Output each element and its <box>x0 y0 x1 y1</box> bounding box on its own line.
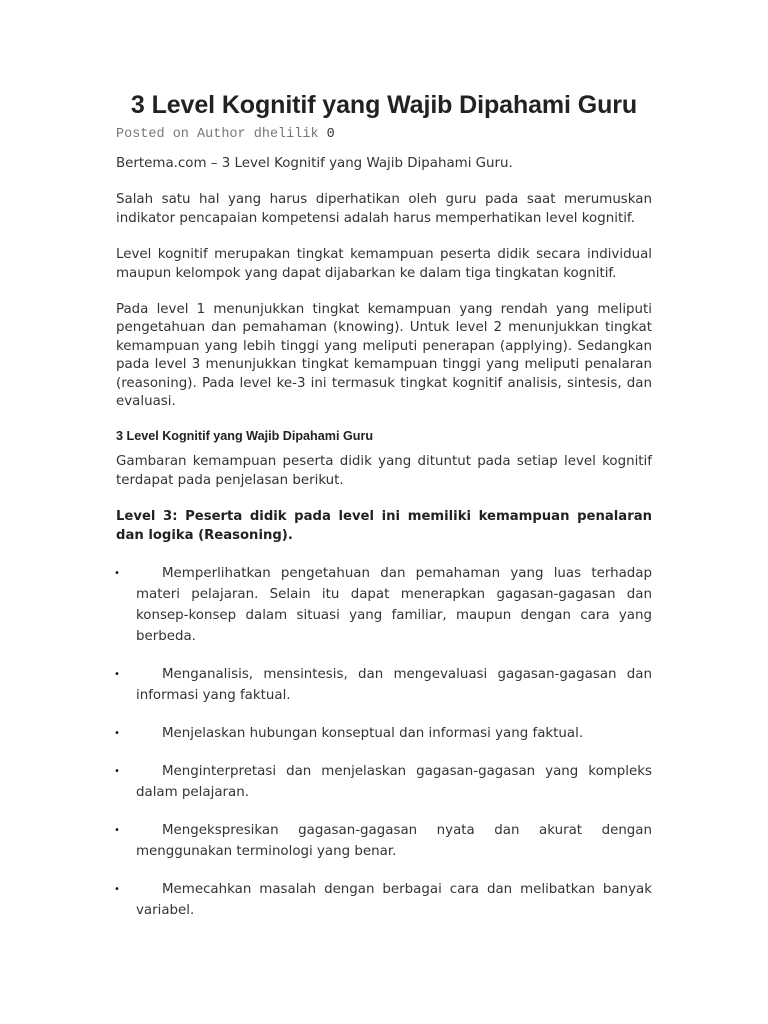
bullet-icon: • <box>114 825 120 837</box>
bullet-icon: • <box>114 728 120 740</box>
list-item <box>116 723 652 744</box>
list-item <box>116 563 652 647</box>
paragraph: Level kognitif merupakan tingkat kemampuan peserta didik secara individual maupun kelompok yang dapat dijabarkan ke dalam tiga tingkatan kognitif. <box>116 247 652 281</box>
list-item-text: Memecahkan masalah dengan berbagai cara dan melibatkan banyak variabel. <box>136 882 652 919</box>
article-title: 3 Level Kognitif yang Wajib Dipahami Guru <box>130 91 638 119</box>
bullet-icon: • <box>114 568 120 580</box>
intro-paragraph: Bertema.com – 3 Level Kognitif yang Wajib Dipahami Guru. <box>116 156 513 171</box>
paragraph: Salah satu hal yang harus diperhatikan oleh guru pada saat merumuskan indikator pencapaian kompetensi adalah harus memperhatikan level kognitif. <box>116 192 652 226</box>
post-meta <box>116 126 652 144</box>
list-item-text: Menjelaskan hubungan konseptual dan informasi yang faktual. <box>162 726 584 742</box>
list-item-text: Memperlihatkan pengetahuan dan pemahaman yang luas terhadap materi pelajaran. Selain itu dapat menerapkan gagasan-gagasan dan konsep-konsep dalam situasi yang familiar, maupun dengan cara yang berbeda. <box>136 566 652 645</box>
list-item-text: Menginterpretasi dan menjelaskan gagasan-gagasan yang kompleks dalam pelajaran. <box>136 764 652 801</box>
comment-count[interactable]: 0 <box>326 127 335 142</box>
list-item <box>116 761 652 803</box>
article <box>116 86 652 938</box>
list-item <box>116 820 652 862</box>
paragraph: Pada level 1 menunjukkan tingkat kemampuan yang rendah yang meliputi pengetahuan dan pemahaman (knowing). Untuk level 2 menunjukkan tingkat kemampuan yang lebih tinggi yang meliputi penerapan (applying). Sedangkan pada level 3 menunjukkan tingkat kemampuan tinggi yang meliputi penalaran (reasoning). Pada level ke-3 ini termasuk tingkat kognitif analisis, sintesis, dan evaluasi. <box>116 302 652 410</box>
bullet-icon: • <box>114 766 120 778</box>
list-item <box>116 664 652 706</box>
section-subheading: 3 Level Kognitif yang Wajib Dipahami Guru <box>116 429 374 444</box>
bullet-icon: • <box>114 884 120 896</box>
list-item-text: Menganalisis, mensintesis, dan mengevaluasi gagasan-gagasan dan informasi yang faktual. <box>136 667 652 704</box>
level-3-list <box>116 563 652 921</box>
author-label: Author <box>197 127 246 142</box>
bullet-icon: • <box>114 669 120 681</box>
posted-on-label: Posted on <box>116 127 189 142</box>
list-item <box>116 879 652 921</box>
author-link[interactable]: dhelilik <box>253 127 319 142</box>
description-paragraph: Gambaran kemampuan peserta didik yang dituntut pada setiap level kognitif terdapat pada penjelasan berikut. <box>116 454 652 488</box>
list-item-text: Mengekspresikan gagasan-gagasan nyata dan akurat dengan menggunakan terminologi yang benar. <box>136 823 652 860</box>
level-3-heading: Level 3: Peserta didik pada level ini memiliki kemampuan penalaran dan logika (Reasoning). <box>116 509 652 543</box>
